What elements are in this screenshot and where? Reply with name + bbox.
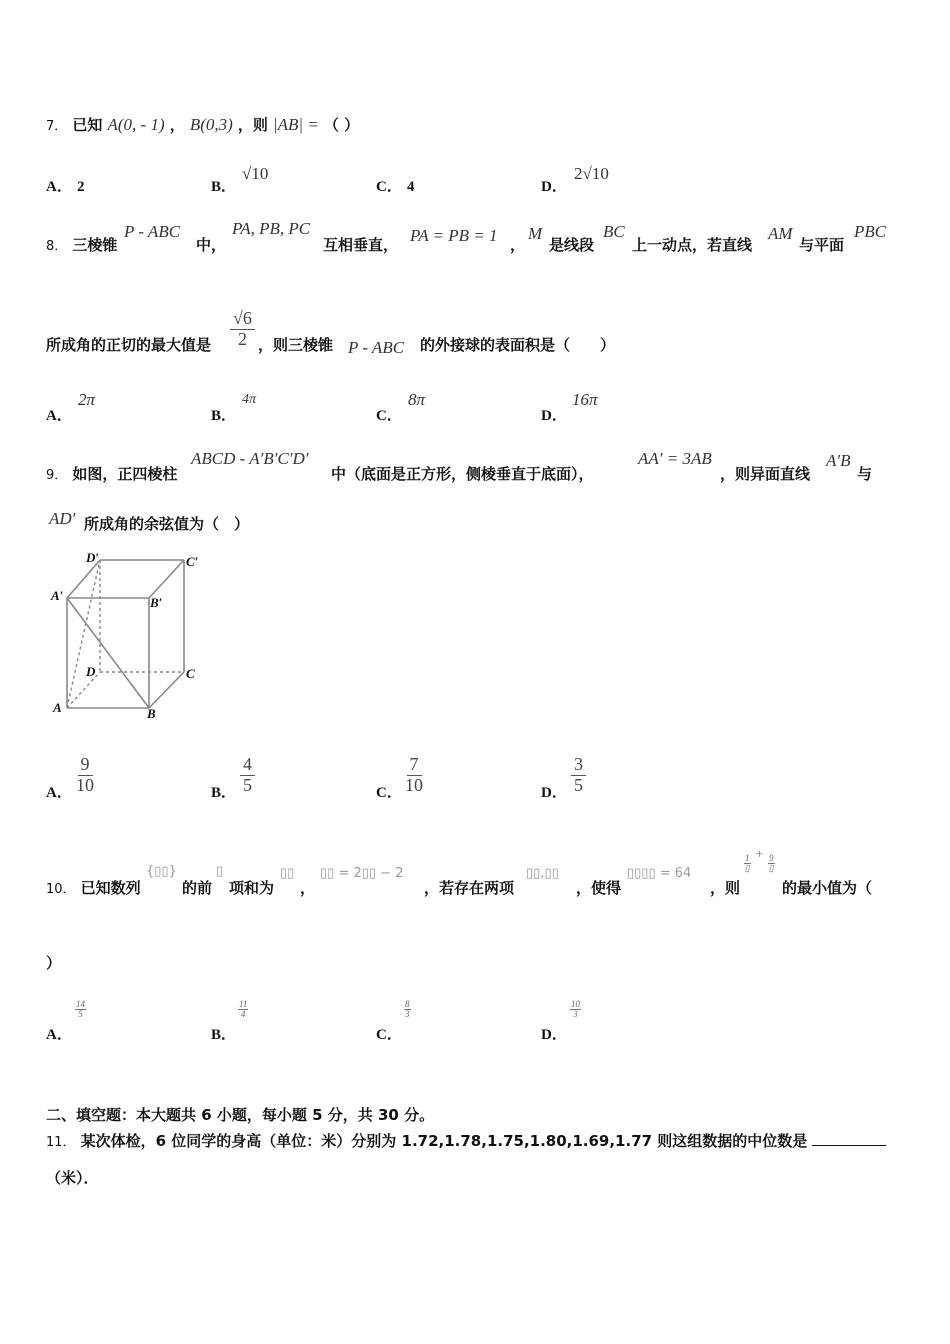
q10-option-a-value xyxy=(75,992,86,1019)
q8-m4: M xyxy=(528,224,543,243)
q8-t1: 三棱锥 xyxy=(72,236,118,254)
q7-number: 7． xyxy=(46,119,68,134)
q8-option-c-label: C． xyxy=(376,408,402,424)
q10-plus: + xyxy=(755,846,763,861)
q11-answer-blank[interactable] xyxy=(812,1131,886,1146)
q7-option-a-label: A． xyxy=(46,179,72,195)
q8-m8: P - ABC xyxy=(348,338,405,357)
q11-tail: （米）． xyxy=(46,1169,99,1187)
q8-m1: P - ABC xyxy=(124,222,181,241)
q11-text: 某次体检，6 位同学的身高（单位：米）分别为 1.72,1.78,1.75,1.80,1.69,1.77 则这组数据的中位数是 xyxy=(80,1132,808,1150)
q10-option-d-den: 3 xyxy=(573,1009,578,1019)
q7-option-b xyxy=(211,175,236,196)
q8-option-a-label: A． xyxy=(46,408,72,424)
q9-option-d-value xyxy=(571,755,586,796)
q8-option-b-value: 4π xyxy=(242,392,257,407)
label-a: A xyxy=(53,700,62,715)
q10-option-b-num: 11 xyxy=(239,999,248,1009)
q10-m5: ▯▯,▯▯ xyxy=(526,866,559,881)
q10-t2: 的前 xyxy=(182,879,213,897)
q9-t1: 如图，正四棱柱 xyxy=(72,465,178,483)
q8-option-d-label: D． xyxy=(541,408,567,424)
q9-number: 9． xyxy=(46,468,68,483)
q8-t6: 上一动点，若直线 xyxy=(632,236,753,254)
q10-option-c-den: 3 xyxy=(405,1009,410,1019)
q8-number-t1 xyxy=(46,234,117,255)
q9-option-b-label: B． xyxy=(211,785,237,801)
q9-option-b-den: 5 xyxy=(243,774,252,795)
q7-option-b-value: √10 xyxy=(242,164,269,183)
label-d: D xyxy=(86,664,96,679)
q8-m7: PBC xyxy=(854,222,887,241)
label-a1: A′ xyxy=(51,588,64,603)
q9-prism-figure xyxy=(44,548,214,728)
q7-option-b-label: B． xyxy=(211,179,237,195)
q8-m6: AM xyxy=(768,224,793,243)
section2-heading: 二、填空题：本大题共 6 小题，每小题 5 分，共 30 分。 xyxy=(46,1106,435,1124)
q10-m2: ▯ xyxy=(216,864,224,879)
q10-option-d-label: D． xyxy=(541,1027,567,1043)
q9-option-c-value xyxy=(405,755,423,796)
q9-m3: A′B xyxy=(826,451,851,470)
q10-number-t1 xyxy=(46,877,141,898)
q10-option-c-label: C． xyxy=(376,1027,402,1043)
q9-m2: AA′ = 3AB xyxy=(638,449,712,468)
q11-number: 11． xyxy=(46,1135,76,1150)
q9-option-d-label: D． xyxy=(541,785,567,801)
q10-f1-den: ▯ xyxy=(744,863,750,873)
q9-option-b-value xyxy=(240,755,255,796)
label-c: C xyxy=(186,666,195,681)
q10-m3: ▯▯ xyxy=(280,866,295,881)
q8-m3: PA = PB = 1 xyxy=(410,226,498,245)
q10-option-b-den: 4 xyxy=(240,1009,246,1019)
q7-option-c-value: 4 xyxy=(406,179,415,195)
q9-option-c-den: 10 xyxy=(405,774,423,795)
q10-t8: 的最小值为（ xyxy=(782,879,873,897)
q10-option-d-value xyxy=(570,992,581,1019)
q7-option-d-label: D． xyxy=(541,179,567,195)
q9-m1: ABCD - A′B′C′D′ xyxy=(191,449,309,468)
q8-frac-num: √6 xyxy=(230,309,255,330)
q10-t6: ，使得 xyxy=(576,879,622,897)
q10-m4: ▯▯ = 2▯▯ − 2 xyxy=(320,866,404,881)
q10-f2-den: ▯ xyxy=(768,863,774,873)
q7-paren: （ ） xyxy=(323,116,360,134)
q10-option-c-num: 8 xyxy=(405,999,410,1009)
q9-option-a-label: A． xyxy=(46,785,72,801)
q10-t5: ，若存在两项 xyxy=(424,879,515,897)
q10-option-b-value xyxy=(238,992,248,1019)
q8-t3: 互相垂直， xyxy=(323,236,399,254)
q9-m4: AD′ xyxy=(49,509,76,528)
q9-option-c-label: C． xyxy=(376,785,402,801)
q7-option-c xyxy=(376,175,414,196)
q10-number: 10． xyxy=(46,882,76,897)
q8-frac-den: 2 xyxy=(237,328,247,349)
q10-option-a-label: A． xyxy=(46,1027,72,1043)
q9-option-d-num: 3 xyxy=(571,755,586,776)
q10-option-b-label: B． xyxy=(211,1027,237,1043)
q10-t9: ） xyxy=(46,954,62,972)
q10-t4: ， xyxy=(300,879,316,897)
q7-comma: ， xyxy=(169,116,185,134)
q9-option-b-num: 4 xyxy=(240,755,255,776)
q10-t7: ，则 xyxy=(710,879,741,897)
edge-b-c xyxy=(149,672,184,708)
q8-t10: 的外接球的表面积是（ ） xyxy=(420,336,616,354)
q8-option-a-value: 2π xyxy=(78,390,96,409)
q7-abs-expr: |AB| = xyxy=(272,115,319,134)
q9-option-c-num: 7 xyxy=(407,755,422,776)
label-c1: C′ xyxy=(186,554,199,569)
q8-m5: BC xyxy=(603,222,625,241)
q7-option-d-value: 2√10 xyxy=(574,164,609,183)
q8-t8: 所成角的正切的最大值是 xyxy=(46,336,212,354)
q8-number: 8． xyxy=(46,239,68,254)
q7-option-a-value: 2 xyxy=(76,179,85,195)
q10-option-c-value xyxy=(404,992,411,1019)
q8-option-c-value: 8π xyxy=(408,390,426,409)
label-d1: D′ xyxy=(86,550,100,565)
q7-option-d xyxy=(541,175,567,196)
q10-m6: ▯▯▯▯ = 64 xyxy=(627,866,692,881)
q10-t1: 已知数列 xyxy=(80,879,141,897)
q8-t9: ，则三棱锥 xyxy=(258,336,334,354)
line-a-d1-hidden xyxy=(67,560,100,708)
q9-option-d-den: 5 xyxy=(574,774,583,795)
q8-option-d-value: 16π xyxy=(572,390,598,409)
q7-text-b: ，则 xyxy=(237,116,268,134)
q7-option-c-label: C． xyxy=(376,179,402,195)
edge-c1-b1 xyxy=(149,560,184,598)
q9-option-a-den: 10 xyxy=(76,774,94,795)
q10-option-a-num: 14 xyxy=(76,999,85,1009)
q9-t5: 所成角的余弦值为（ ） xyxy=(84,515,250,533)
q9-number-t1 xyxy=(46,463,177,484)
q8-t4: ， xyxy=(510,236,526,254)
q8-t2: 中， xyxy=(196,236,227,254)
q7-point-b: B(0,3) xyxy=(189,115,233,134)
q7-option-a xyxy=(46,175,84,196)
q10-t3: 项和为 xyxy=(229,879,275,897)
q9-option-a-value xyxy=(76,755,94,796)
q10-option-d-num: 10 xyxy=(571,999,580,1009)
q8-fraction xyxy=(230,309,255,350)
q10-fraction-sum xyxy=(744,846,775,873)
q7-point-a: A(0, - 1) xyxy=(107,115,165,134)
q9-t2: 中（底面是正方形，侧棱垂直于底面）， xyxy=(331,465,594,483)
q7-stem xyxy=(46,114,359,135)
q9-t4: 与 xyxy=(857,465,873,483)
q11-stem xyxy=(46,1130,886,1151)
q8-t5: 是线段 xyxy=(549,236,595,254)
label-b: B xyxy=(147,706,156,721)
q8-m2: PA, PB, PC xyxy=(232,219,311,238)
q10-option-a-den: 5 xyxy=(78,1009,83,1019)
q7-text-a: 已知 xyxy=(72,116,103,134)
label-b1: B′ xyxy=(150,595,163,610)
q10-f2-num: 9 xyxy=(769,853,774,863)
q10-m1: {▯▯} xyxy=(146,864,177,879)
q8-t7: 与平面 xyxy=(799,236,845,254)
q8-option-b-label: B． xyxy=(211,408,237,424)
q10-f1-num: 1 xyxy=(745,853,750,863)
q9-t3: ，则异面直线 xyxy=(720,465,811,483)
q9-option-a-num: 9 xyxy=(78,755,93,776)
